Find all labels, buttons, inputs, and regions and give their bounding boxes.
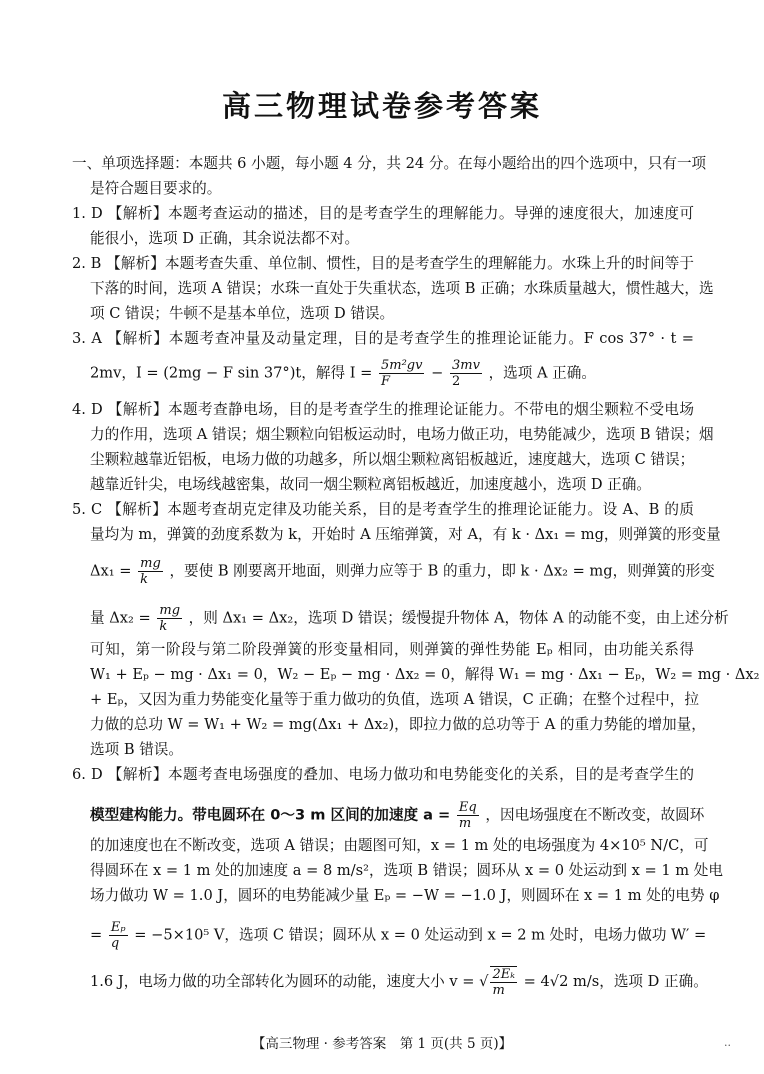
- q6-line7-text-a: 1.6 J，电场力做的功全部转化为圆环的动能，速度大小 v =: [90, 973, 475, 990]
- q5-line9: 选项 B 错误。: [90, 741, 183, 758]
- q4-line1: 4. D 【解析】本题考查静电场，目的是考查学生的推理论证能力。不带电的烟尘颗粒不受电场: [72, 401, 694, 418]
- q6-line6: [90, 920, 707, 951]
- q6-line5: 场力做功 W = 1.0 J，圆环的电势能减少量 Eₚ = −W = −1.0 J，则圆环在 x = 1 m 处的电势 φ: [90, 887, 720, 904]
- section-heading-line1: 一、单项选择题：本题共 6 小题，每小题 4 分，共 24 分。在每小题给出的四个选项中，只有一项: [72, 155, 707, 172]
- q6-fraction-1: [457, 800, 479, 831]
- q5-line3-text-b: ，要使 B 刚要离开地面，则弹力应等于 B 的重力，即 k · Δx₂ = mg，则弹簧的形变: [169, 562, 715, 580]
- page-footer: 【高三物理 · 参考答案 第 1 页(共 5 页)】: [251, 1036, 513, 1052]
- q6-line2-text-a: 模型建构能力。带电圆环在 0～3 m 区间的加速度 a =: [90, 806, 451, 824]
- q5-line3-text-a: Δx₁ =: [90, 562, 132, 580]
- q6-line4: 得圆环在 x = 1 m 处的加速度 a = 8 m/s²，选项 B 错误；圆环从 x = 0 处运动到 x = 1 m 处电: [90, 862, 723, 879]
- q6-frac1-denominator: m: [458, 816, 472, 831]
- q4-line2: 力的作用，选项 A 错误；烟尘颗粒向铝板运动时，电场力做正功，电势能减少，选项 B 错误；烟: [90, 426, 714, 443]
- q1-line2: 能很小，选项 D 正确，其余说法都不对。: [90, 230, 360, 247]
- q3-line2-text-b: −: [431, 364, 444, 382]
- q5-line4: [90, 603, 729, 634]
- q6-sqrt-denominator: m: [492, 983, 505, 998]
- q1-line1: 1. D 【解析】本题考查运动的描述，目的是考查学生的理解能力。导弹的速度很大，加速度可: [72, 205, 694, 222]
- q5-line4-text-a: 量 Δx₂ =: [90, 609, 151, 627]
- q6-line3: 的加速度也在不断改变，选项 A 错误；由题图可知，x = 1 m 处的电场强度为 4×10⁵ N/C，可: [90, 837, 709, 854]
- q6-line7: [90, 966, 708, 998]
- q3-line2: [90, 358, 694, 389]
- q4-line3: 尘颗粒越靠近铝板，电场力做的功越多，所以烟尘颗粒离铝板越近，速度越大，选项 C 错误；: [90, 451, 695, 468]
- q6-frac2-denominator: q: [110, 936, 120, 951]
- q6-sqrt-numerator: 2Eₖ: [492, 967, 515, 982]
- q5-line4-text-b: ，则 Δx₁ = Δx₂，选项 D 错误；缓慢提升物体 A，物体 A 的动能不变，由上述分析: [188, 609, 729, 627]
- q3-line2-text-c: ，选项 A 正确。: [488, 364, 596, 382]
- q5-line2: 量均为 m，弹簧的劲度系数为 k，开始时 A 压缩弹簧，对 A，有 k · Δx₁ = mg，则弹簧的形变量: [90, 526, 721, 543]
- q5-frac2-numerator: mg: [159, 603, 181, 618]
- q3-fraction-1: [379, 358, 424, 389]
- q6-line6-text-b: = −5×10⁵ V，选项 C 错误；圆环从 x = 0 处运动到 x = 2 m 处时，电场力做功 W′ =: [134, 926, 707, 944]
- q6-line7-text-b: = 4√2 m/s，选项 D 正确。: [523, 973, 708, 990]
- q6-line2: [90, 800, 705, 831]
- q5-fraction-1: [138, 556, 163, 587]
- q2-line3: 项 C 错误；牛顿不是基本单位，选项 D 错误。: [90, 305, 395, 322]
- q6-frac2-numerator: Eₚ: [110, 920, 126, 935]
- q5-frac1-denominator: k: [140, 572, 149, 587]
- q6-line6-text-a: =: [90, 926, 103, 944]
- q5-line8: 力做的总功 W = W₁ + W₂ = mg(Δx₁ + Δx₂)，即拉力做的总功等于 A 的重力势能的增加量，: [90, 716, 706, 733]
- q6-frac1-numerator: Eq: [458, 800, 477, 815]
- q5-line6: W₁ + Eₚ − mg · Δx₁ = 0，W₂ − Eₚ − mg · Δx₂ = 0，解得 W₁ = mg · Δx₁ − Eₚ，W₂ = mg · Δx₂: [90, 666, 760, 683]
- q5-line5: 可知，第一阶段与第二阶段弹簧的形变量相同，则弹簧的弹性势能 Eₚ 相同，由功能关系得: [90, 641, 694, 658]
- corner-mark: ..: [724, 1036, 731, 1049]
- q3-line1: 3. A 【解析】本题考查冲量及动量定理，目的是考查学生的推理论证能力。F cos 37° · t =: [72, 330, 694, 347]
- section-heading-line2: 是符合题目要求的。: [90, 180, 222, 197]
- q6-sqrt: √ $\frac{\text{2Eₖ}}{m}$: [479, 967, 515, 998]
- q3-frac1-numerator: 5m²gv: [380, 358, 423, 373]
- q5-line1: 5. C 【解析】本题考查胡克定律及功能关系，目的是考查学生的推理论证能力。设 A、B 的质: [72, 501, 694, 518]
- q6-line2-text-b: ，因电场强度在不断改变，故圆环: [485, 806, 705, 824]
- page-title: 高三物理试卷参考答案: [221, 89, 542, 123]
- q3-frac1-denominator: F: [380, 374, 391, 389]
- q6-line1: 6. D 【解析】本题考查电场强度的叠加、电场力做功和电势能变化的关系，目的是考查学生的: [72, 766, 694, 783]
- q4-line4: 越靠近针尖，电场线越密集，故同一烟尘颗粒离铝板越近，加速度越小，选项 D 正确。: [90, 476, 651, 493]
- q3-frac2-denominator: 2: [451, 374, 461, 389]
- q2-line1: 2. B 【解析】本题考查失重、单位制、惯性，目的是考查学生的理解能力。水珠上升的时间等于: [72, 255, 694, 272]
- q5-line7: + Eₚ，又因为重力势能变化量等于重力做功的负值，选项 A 错误，C 正确；在整个过程中，拉: [90, 691, 699, 708]
- q6-sqrt-fraction: [490, 966, 517, 998]
- q3-fraction-2: [450, 358, 482, 389]
- q2-line2: 下落的时间，选项 A 错误；水珠一直处于失重状态，选项 B 正确；水珠质量越大，惯性越大，选: [90, 280, 714, 297]
- q3-line2-text-a: 2mv，I = (2mg − F sin 37°)t，解得 I =: [90, 364, 373, 382]
- q5-frac1-numerator: mg: [140, 556, 161, 571]
- q5-fraction-2: [157, 603, 182, 634]
- q5-line3: [90, 556, 715, 587]
- q6-fraction-2: [109, 920, 128, 951]
- q3-frac2-numerator: 3mv: [451, 358, 480, 373]
- q5-frac2-denominator: k: [159, 619, 168, 634]
